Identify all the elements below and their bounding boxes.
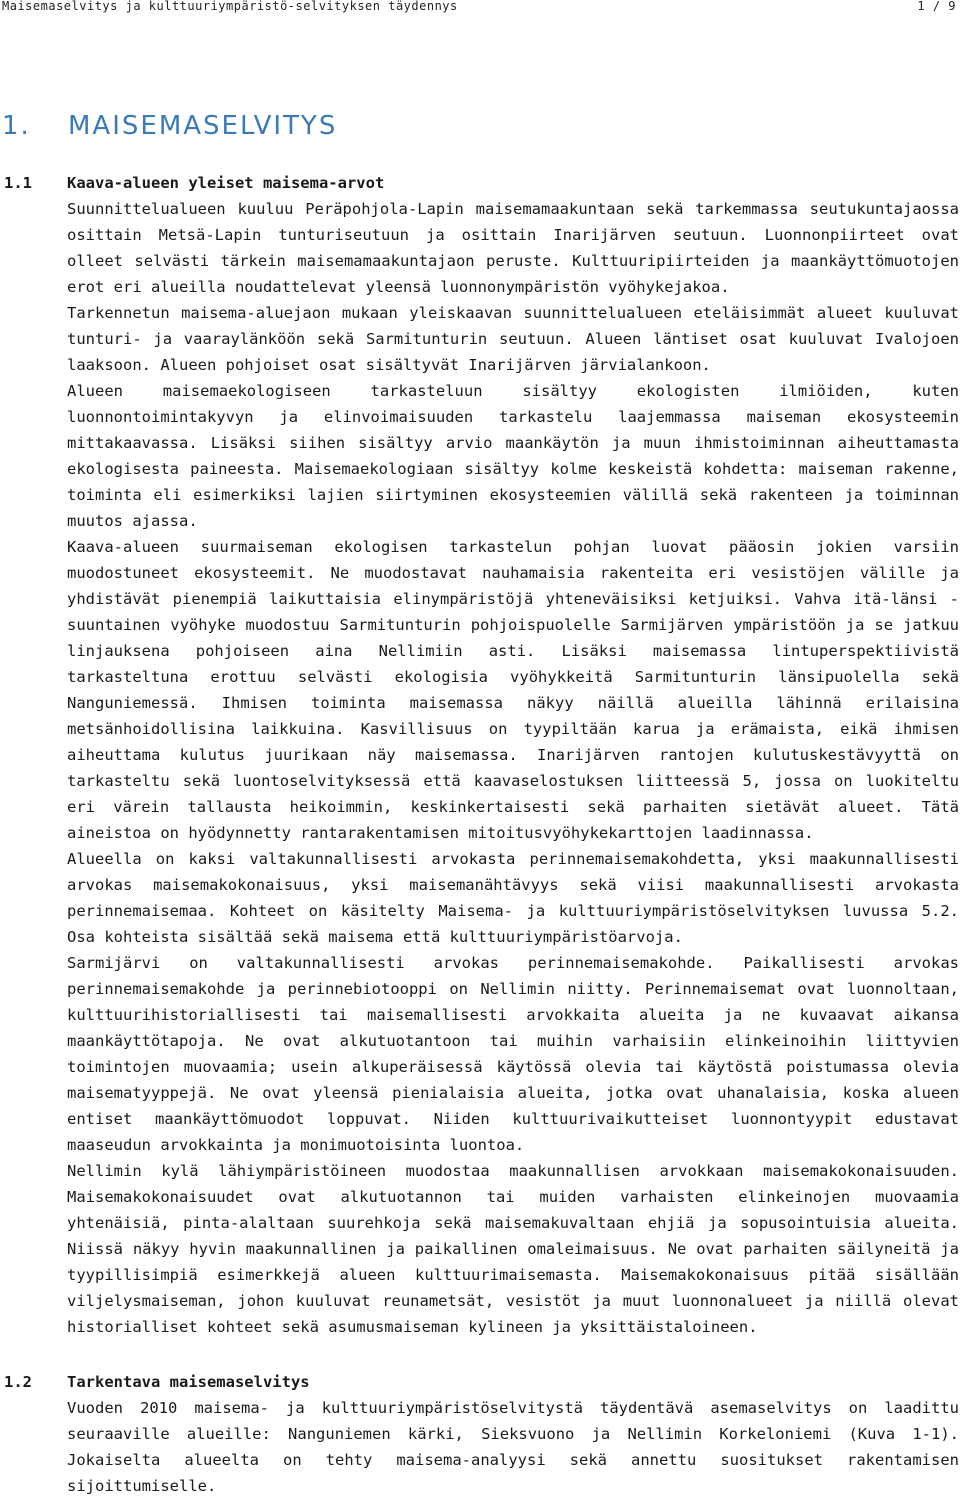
paragraph: Sarmijärvi on valtakunnallisesti arvokas perinnemaisemakohde. Paikallisesti arvokas perinnemaisemakohde ja perinnebiotooppi on Nellimin niitty. Perinnemaisemat ovat luonnoltaan, kulttuurihistoriallisesti tai maisemallisesti arvokkaita alueita ja ne kuvaavat aikansa maankäyttötapoja. Ne ovat alkutuotantoon tai muihin varhaisiin elinkeinoihin liittyvien toimintojen muovaamia; usein alkuperäisessä käytössä olevia tai käytöstä poistumassa olevia maisematyyppejä. Ne ovat yleensä pienialaisia alueita, jotka ovat uhanalaisia, koska alueen entiset maankäyttömuodot loppuvat. Niiden kulttuurivaikutteiset luonnontyypit edustavat maaseudun arvokkainta ja monimuotoisinta luontoa. — [67, 954, 959, 1154]
chapter-number: 1. — [2, 111, 31, 141]
section-number: 1.1 — [4, 174, 32, 192]
running-header — [0, 0, 960, 14]
paragraph: Alueen maisemaekologiseen tarkasteluun sisältyy ekologisten ilmiöiden, kuten luonnontoimintakyvyn ja elinvoimaisuuden tarkastelu laajemmassa maiseman ekosysteemin mittakaavassa. Lisäksi siihen sisältyy arvio maankäytön ja muun ihmistoiminnan aiheuttamasta ekologisesta paineesta. Maisemaekologiaan sisältyy kolme keskeistä kohdetta: maiseman rakenne, toiminta eli esimerkiksi lajien siirtyminen ekosysteemien välillä sekä rakenteen ja toiminnan muutos ajassa. — [67, 382, 959, 530]
paragraph: Vuoden 2010 maisema- ja kulttuuriympäristöselvitystä täydentävä asemaselvitys on laadittu seuraaville alueille: Nanguniemen kärki, Sieksvuono ja Nellimin Korkeloniemi (Kuva 1-1). Jokaiselta alueelta on tehty maisema-analyysi sekä annettu suositukset rakentamisen sijoittumiselle. — [67, 1399, 959, 1495]
section-heading — [0, 170, 960, 196]
section-maisema-arvot — [0, 170, 960, 1340]
page-number: 1 / 9 — [917, 0, 956, 13]
paragraph: Tarkennetun maisema-aluejaon mukaan yleiskaavan suunnittelualueen eteläisimmät alueet kuuluvat tunturi- ja vaaraylänköön sekä Sarmitunturin seutuun. Alueen läntiset osat kuuluvat Ivalojoen laaksoon. Alueen pohjoiset osat sisältyvät Inarijärven järvialankoon. — [67, 304, 959, 374]
paragraph: Suunnittelualueen kuuluu Peräpohjola-Lapin maisemamaakuntaan sekä tarkemmassa seutukuntajaossa osittain Metsä-Lapin tunturiseutuun ja osittain Inarijärven seutuun. Luonnonpiirteet ovat olleet selvästi tärkein maisemamaakuntajaon peruste. Kulttuuripiirteiden ja maankäyttömuotojen erot eri alueilla noudattelevat yleensä luonnonympäristön vyöhykejakoa. — [67, 200, 959, 296]
section-title: Kaava-alueen yleiset maisema-arvot — [67, 174, 385, 192]
section-number: 1.2 — [4, 1373, 32, 1391]
section-body — [67, 196, 959, 1340]
paragraph: Kaava-alueen suurmaiseman ekologisen tarkastelun pohjan luovat pääosin jokien varsiin muodostuneet ekosysteemit. Ne muodostavat nauhamaisia rakenteita eri vesistöjen välille ja yhdistävät pienempiä laikuttaisia elinympäristöjä yhteneväisiksi ketjuiksi. Vahva itä-länsi - suuntainen vyöhyke muodostuu Sarmitunturin pohjoispuolelle Sarmijärven ympäristöön ja se jatkuu linjauksena pohjoiseen aina Nellimiin asti. Lisäksi maisemassa lintuperspektiivistä tarkasteltuna erottuu selvästi ekologisia vyöhykkeitä Sarmitunturin länsipuolella sekä Nanguniemessä. Ihmisen toiminta maisemassa näkyy näillä alueilla lähinnä erilaisina metsänhoidollisina laikkuina. Kasvillisuus on tyypiltään karua ja erämaista, eikä ihmisen aiheuttama kulutus juurikaan näy maisemassa. Inarijärven rantojen kulutuskestävyyttä on tarkasteltu sekä luontoselvityksessä että kaavaselostuksen liitteessä 5, jossa on luokiteltu eri värein tallausta heikoimmin, keskinkertaisesti sekä parhaiten sietävät alueet. Tätä aineistoa on hyödynnetty rantarakentamisen mitoitusvyöhykekarttojen laadinnassa. — [67, 538, 959, 842]
paragraph: Nellimin kylä lähiympäristöineen muodostaa maakunnallisen arvokkaan maisemakokonaisuuden. Maisemakokonaisuudet ovat alkutuotannon tai muiden varhaisten elinkeinojen muovaamia yhtenäisiä, pinta-alaltaan suurehkoja sekä maisemakuvaltaan ehjiä ja sopusointuisia alueita. Niissä näkyy hyvin maakunnallinen ja paikallinen omaleimaisuus. Ne ovat parhaiten säilyneitä ja tyypillisimpiä esimerkkejä alueen kulttuurimaisemasta. Maisemakokonaisuus pitää sisällään viljelysmaiseman, johon kuuluvat reunametsät, vesistöt ja muut luonnonalueet ja niillä olevat historialliset kohteet sekä asumusmaiseman kylineen ja yksittäistaloineen. — [67, 1162, 959, 1336]
paragraph: Alueella on kaksi valtakunnallisesti arvokasta perinnemaisemakohdetta, yksi maakunnallisesti arvokas maisemakokonaisuus, yksi maisemanähtävyys sekä viisi maakunnallisesti arvokasta perinnemaisemaa. Kohteet on käsitelty Maisema- ja kulttuuriympäristöselvityksen luvussa 5.2. Osa kohteista sisältää sekä maisema että kulttuuriympäristöarvoja. — [67, 850, 959, 946]
chapter-title: MAISEMASELVITYS — [68, 111, 338, 141]
section-body — [67, 1395, 959, 1499]
chapter-heading — [2, 110, 337, 142]
document-title: Maisemaselvitys ja kulttuuriympäristö-selvityksen täydennys — [2, 0, 458, 13]
section-title: Tarkentava maisemaselvitys — [67, 1373, 310, 1391]
section-tarkentava-maisemaselvitys — [0, 1369, 960, 1499]
section-heading — [0, 1369, 960, 1395]
